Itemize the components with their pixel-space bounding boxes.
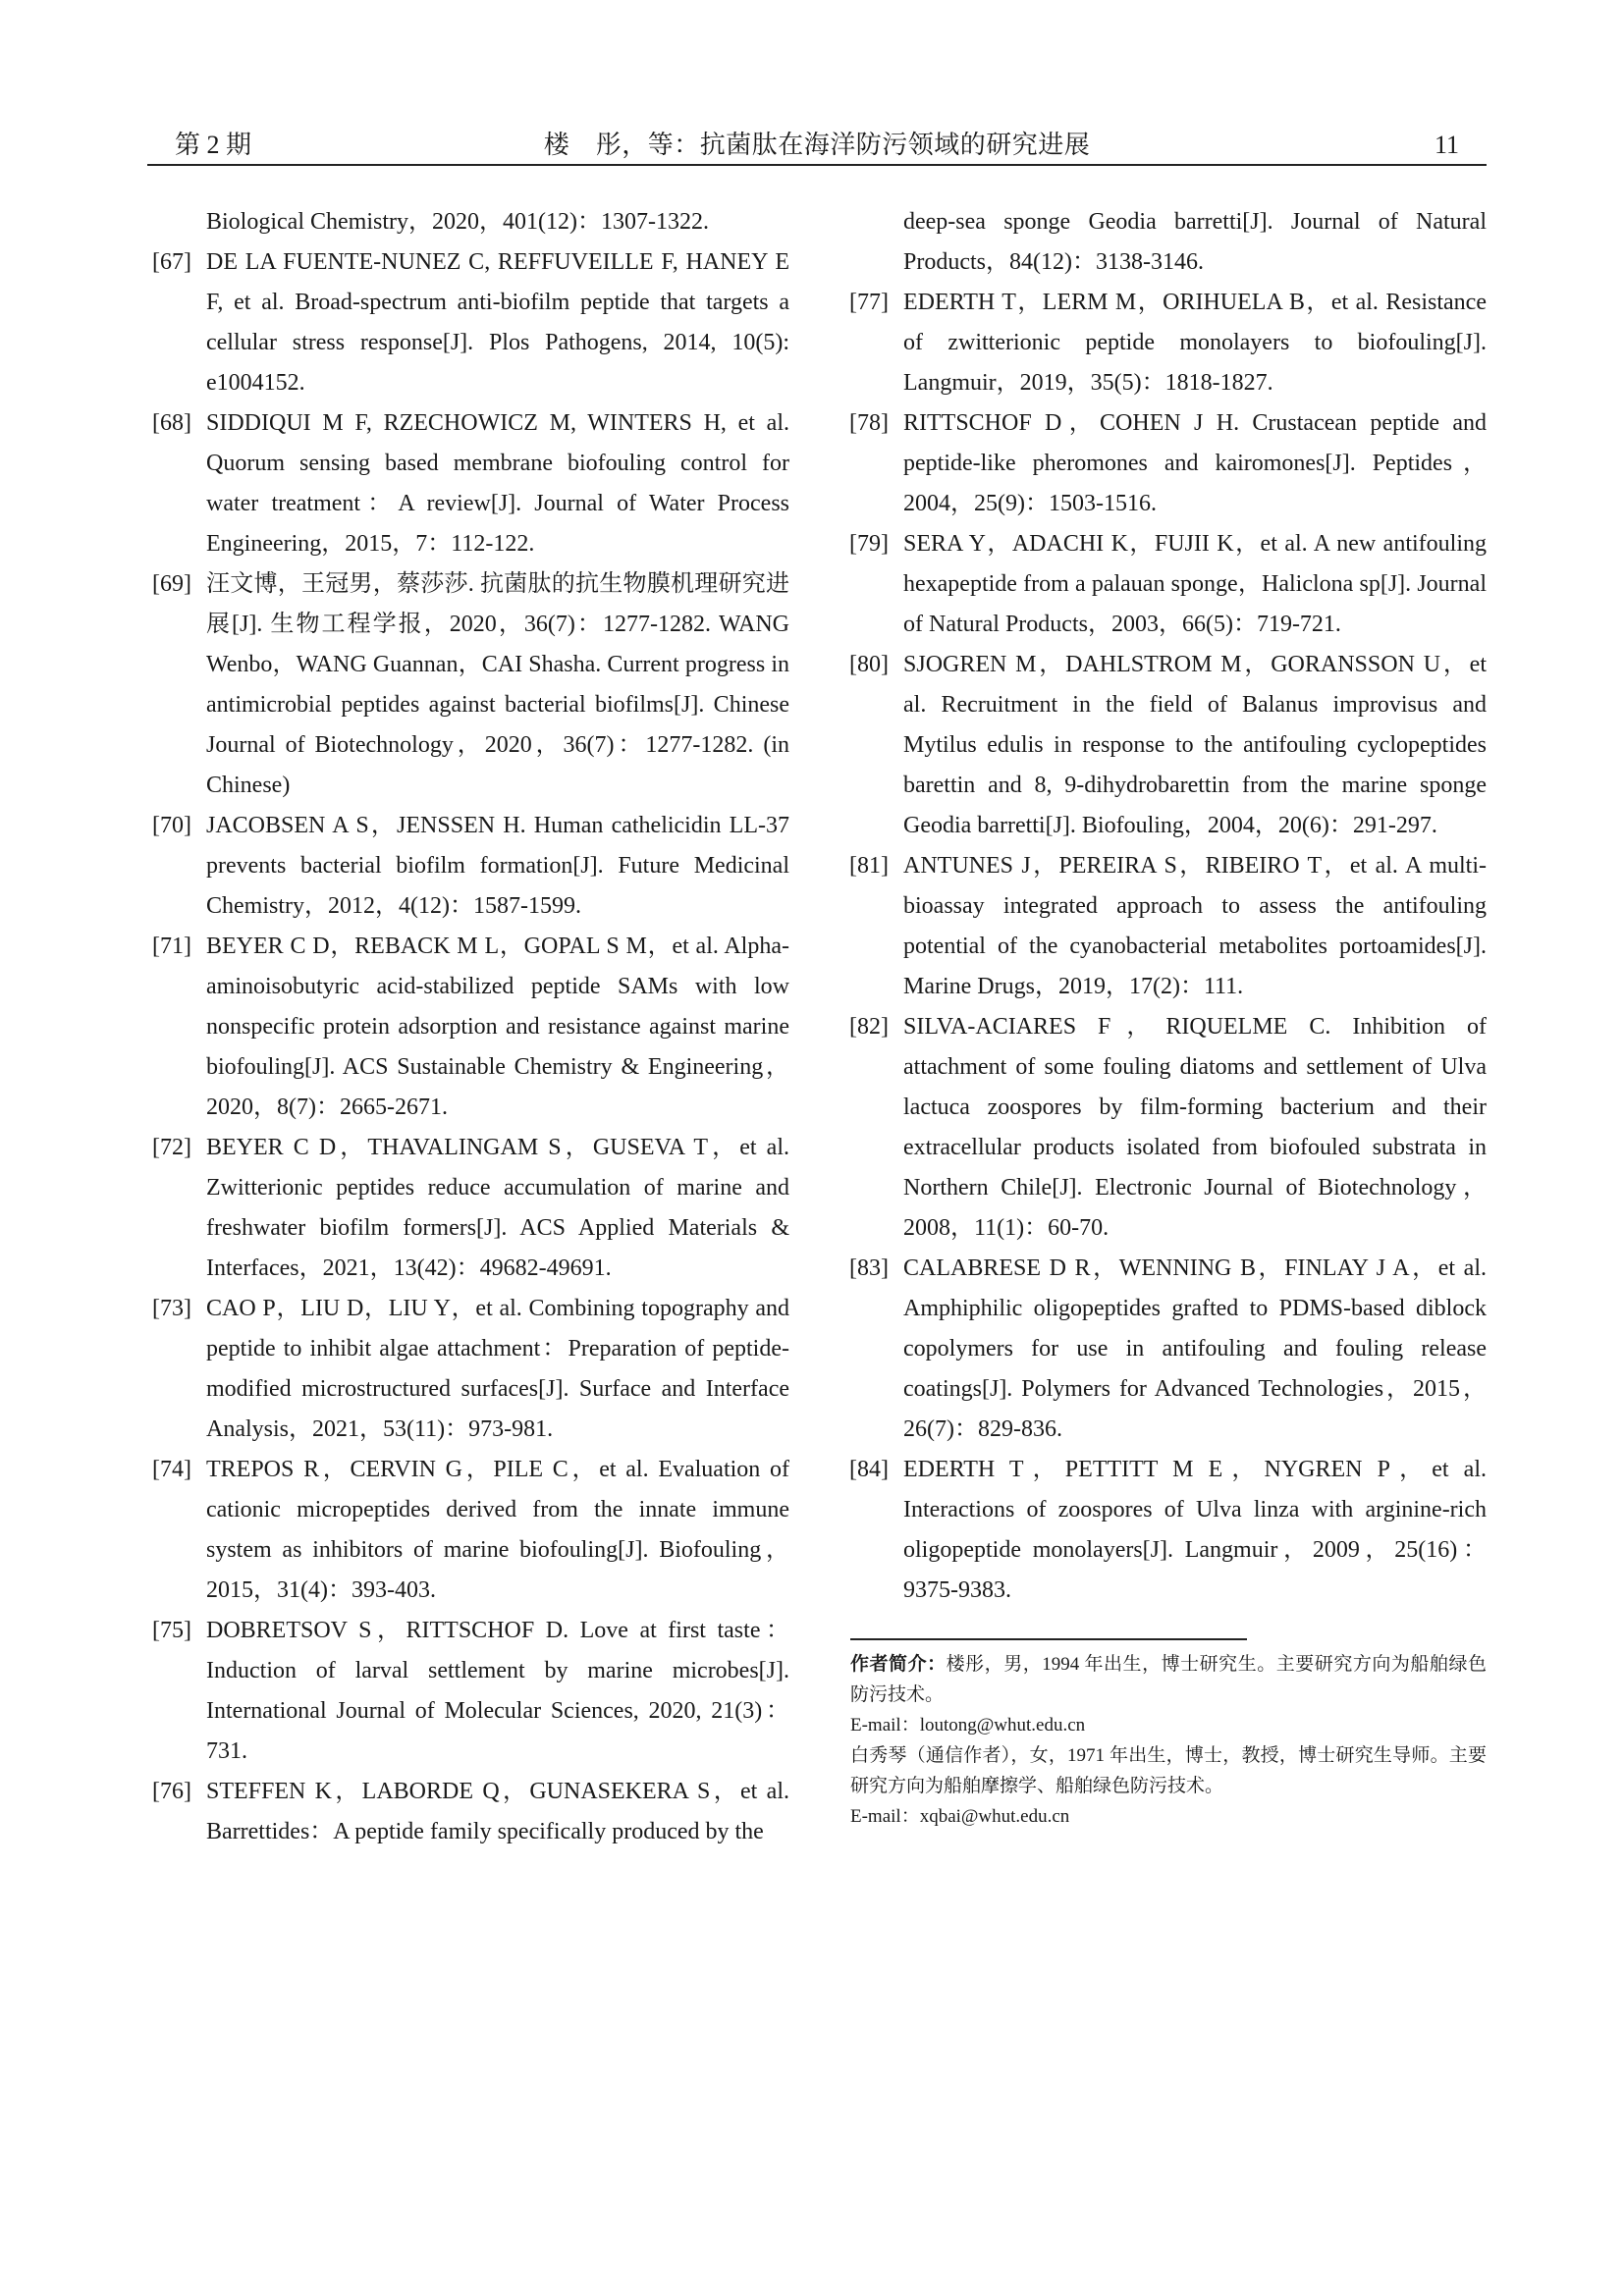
author2-bio: 白秀琴（通信作者），女，1971 年出生，博士，教授，博士研究生导师。主要研究方向为船舶摩擦学、船舶绿色防污技术。	[850, 1745, 1487, 1796]
running-header	[147, 126, 1487, 165]
author1-email: E-mail：loutong@whut.edu.cn	[850, 1715, 1086, 1735]
reference-item	[846, 1249, 1487, 1450]
reference-number: [68]	[152, 410, 191, 436]
reference-text: SILVA-ACIARES F，RIQUELME C. Inhibition of attachment of some fouling diatoms and settlement of Ulva lactuca zoospores by film-forming bacterium and their extracellular products isolated from biofouled substrata in Northern Chile[J]. Electronic Journal of Biotechnology，2008，11(1)：60-70.	[903, 1014, 1487, 1241]
reference-number: [76]	[152, 1779, 191, 1804]
author1-bio-line	[850, 1649, 1487, 1710]
reference-item	[846, 1450, 1487, 1611]
reference-text: DOBRETSOV S，RITTSCHOF D. Love at first taste：Induction of larval settlement by marine microbes[J]. International Journal of Molecular Sciences, 2020, 21(3)：731.	[206, 1618, 789, 1764]
reference-number: [75]	[152, 1618, 191, 1643]
reference-number: [80]	[849, 652, 889, 677]
reference-item	[846, 403, 1487, 524]
reference-item	[846, 645, 1487, 846]
author1-bio: 楼彤，男，1994 年出生，博士研究生。主要研究方向为船舶绿色防污技术。	[850, 1654, 1487, 1705]
reference-item	[846, 524, 1487, 645]
reference-number: [67]	[152, 249, 191, 275]
reference-number: [79]	[849, 531, 889, 557]
reference-number: [81]	[849, 853, 889, 879]
reference-text: BEYER C D，THAVALINGAM S，GUSEVA T，et al. Zwitterionic peptides reduce accumulation of marine and freshwater biofilm formers[J]. ACS Applied Materials & Interfaces，2021，13(42)：49682-49691.	[206, 1135, 789, 1281]
reference-text: Biological Chemistry，2020，401(12)：1307-1322.	[206, 209, 709, 235]
reference-item	[149, 403, 789, 564]
header-rule	[147, 164, 1487, 166]
reference-text: BEYER C D，REBACK M L，GOPAL S M，et al. Alpha-aminoisobutyric acid-stabilized peptide SAMs with low nonspecific protein adsorption and resistance against marine biofouling[J]. ACS Sustainable Chemistry & Engineering，2020，8(7)：2665-2671.	[206, 934, 789, 1120]
reference-item	[149, 564, 789, 806]
reference-text: EDERTH T，PETTITT M E，NYGREN P，et al. Interactions of zoospores of Ulva linza with arginine-rich oligopeptide monolayers[J]. Langmuir，2009，25(16)：9375-9383.	[903, 1457, 1487, 1603]
issue-number: 第 2 期	[175, 131, 252, 159]
page-number: 11	[1434, 131, 1459, 159]
reference-text: SJOGREN M，DAHLSTROM M，GORANSSON U，et al. Recruitment in the field of Balanus improvisus and Mytilus edulis in response to the antifouling cyclopeptides barettin and 8, 9-dihydrobarettin from the marine sponge Geodia barretti[J]. Biofouling，2004，20(6)：291-297.	[903, 652, 1487, 838]
reference-item	[846, 202, 1487, 283]
reference-text: DE LA FUENTE-NUNEZ C, REFFUVEILLE F, HANEY E F, et al. Broad-spectrum anti-biofilm peptide that targets a cellular stress response[J]. Plos Pathogens, 2014, 10(5): e1004152.	[206, 249, 789, 396]
reference-text: JACOBSEN A S，JENSSEN H. Human cathelicidin LL-37 prevents bacterial biofilm formation[J]. Future Medicinal Chemistry，2012，4(12)：1587-1599.	[206, 813, 789, 919]
reference-text: 汪文博，王冠男，蔡莎莎. 抗菌肽的抗生物膜机理研究进展[J]. 生物工程学报，2020，36(7)：1277-1282. WANG Wenbo，WANG Guannan，CAI Shasha. Current progress in antimicrobial peptides against bacterial biofilms[J]. Chinese Journal of Biotechnology，2020，36(7)：1277-1282. (in Chinese)	[206, 571, 789, 798]
reference-number: [72]	[152, 1135, 191, 1160]
reference-number: [71]	[152, 934, 191, 959]
reference-item	[149, 806, 789, 927]
reference-item	[149, 242, 789, 403]
reference-column-right	[846, 202, 1487, 1611]
reference-number: [77]	[849, 290, 889, 315]
reference-number: [82]	[849, 1014, 889, 1040]
reference-item	[149, 202, 789, 242]
reference-column-left	[149, 202, 789, 1852]
reference-item	[149, 927, 789, 1128]
reference-text: STEFFEN K，LABORDE Q，GUNASEKERA S，et al. Barrettides：A peptide family specifically produced by the	[206, 1779, 789, 1844]
author-notes-label: 作者简介：	[850, 1654, 947, 1675]
author2-email: E-mail：xqbai@whut.edu.cn	[850, 1806, 1070, 1827]
reference-text: TREPOS R，CERVIN G，PILE C，et al. Evaluation of cationic micropeptides derived from the innate immune system as inhibitors of marine biofouling[J]. Biofouling，2015，31(4)：393-403.	[206, 1457, 789, 1603]
reference-item	[846, 283, 1487, 403]
reference-text: ANTUNES J，PEREIRA S，RIBEIRO T，et al. A multi-bioassay integrated approach to assess the antifouling potential of the cyanobacterial metabolites portoamides[J]. Marine Drugs，2019，17(2)：111.	[903, 853, 1487, 999]
running-title: 楼 彤，等：抗菌肽在海洋防污领域的研究进展	[543, 131, 1091, 159]
reference-text: SIDDIQUI M F, RZECHOWICZ M, WINTERS H, et al. Quorum sensing based membrane biofouling control for water treatment：A review[J]. Journal of Water Process Engineering，2015，7：112-122.	[206, 410, 789, 557]
reference-number: [84]	[849, 1457, 889, 1482]
reference-item	[846, 846, 1487, 1007]
reference-text: CALABRESE D R，WENNING B，FINLAY J A，et al. Amphiphilic oligopeptides grafted to PDMS-based diblock copolymers for use in antifouling and fouling release coatings[J]. Polymers for Advanced Technologies，2015，26(7)：829-836.	[903, 1255, 1487, 1442]
reference-text: deep-sea sponge Geodia barretti[J]. Journal of Natural Products，84(12)：3138-3146.	[903, 209, 1487, 275]
reference-item	[149, 1450, 789, 1611]
reference-number: [83]	[849, 1255, 889, 1281]
author-notes	[850, 1649, 1487, 1832]
reference-item	[149, 1289, 789, 1450]
reference-text: CAO P，LIU D，LIU Y，et al. Combining topography and peptide to inhibit algae attachment：Preparation of peptide-modified microstructured surfaces[J]. Surface and Interface Analysis，2021，53(11)：973-981.	[206, 1296, 789, 1442]
reference-text: SERA Y，ADACHI K，FUJII K，et al. A new antifouling hexapeptide from a palauan sponge，Haliclona sp[J]. Journal of Natural Products，2003，66(5)：719-721.	[903, 531, 1487, 637]
reference-text: EDERTH T，LERM M，ORIHUELA B，et al. Resistance of zwitterionic peptide monolayers to biofouling[J]. Langmuir，2019，35(5)：1818-1827.	[903, 290, 1487, 396]
reference-number: [74]	[152, 1457, 191, 1482]
reference-item	[149, 1772, 789, 1852]
reference-text: RITTSCHOF D，COHEN J H. Crustacean peptide and peptide-like pheromones and kairomones[J]. Peptides，2004，25(9)：1503-1516.	[903, 410, 1487, 516]
reference-number: [78]	[849, 410, 889, 436]
reference-number: [69]	[152, 571, 191, 597]
reference-number: [73]	[152, 1296, 191, 1321]
footnote-rule	[850, 1638, 1247, 1640]
reference-item	[846, 1007, 1487, 1249]
reference-item	[149, 1611, 789, 1772]
reference-number: [70]	[152, 813, 191, 838]
reference-item	[149, 1128, 789, 1289]
